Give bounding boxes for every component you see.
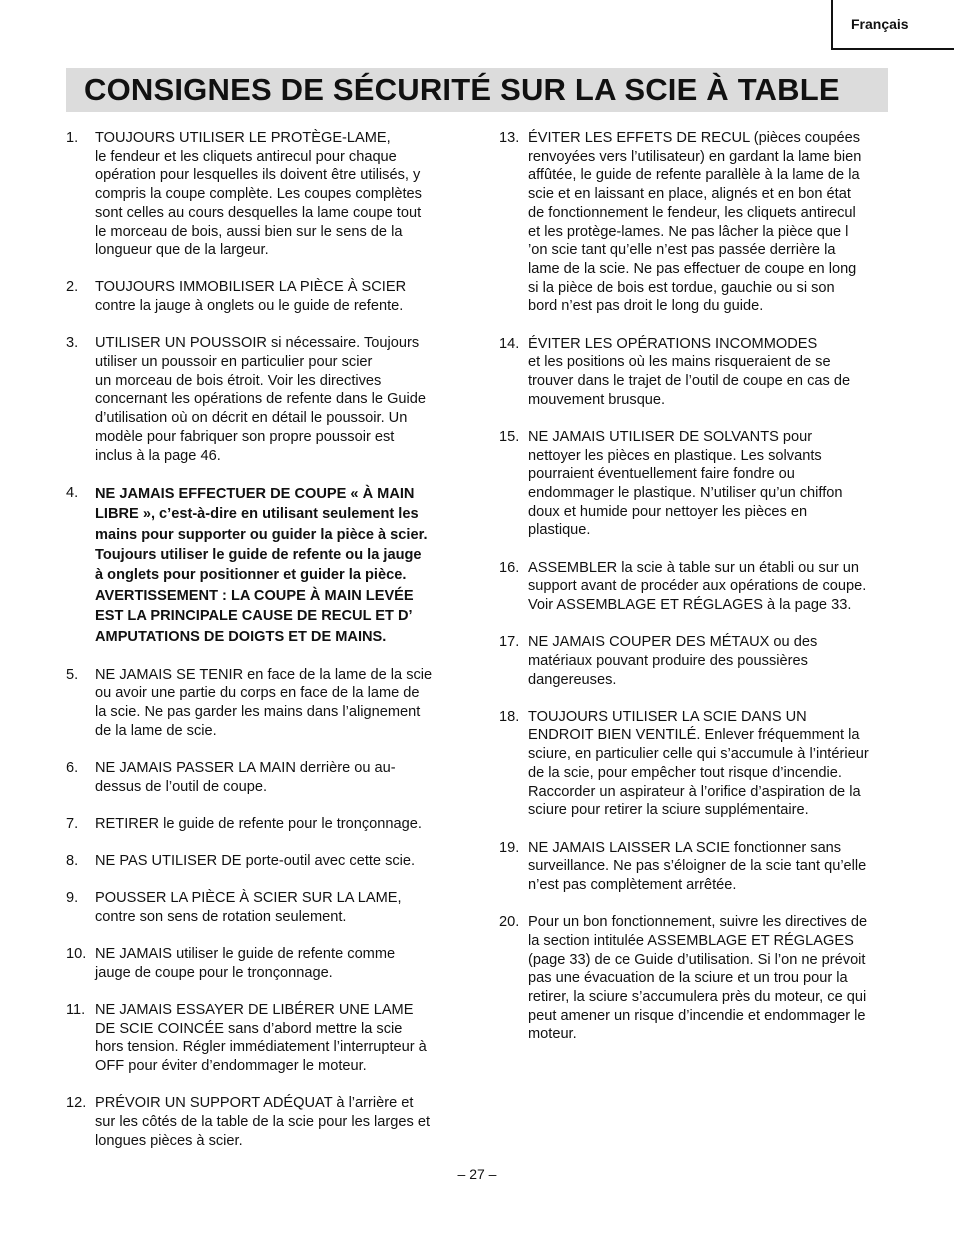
item-number: 10.: [66, 946, 87, 963]
item-text: NE JAMAIS LAISSER LA SCIE fonctionner sans surveillance. Ne pas s’éloigner de la scie tant qu’elle n’est pas complètement arrêtée.: [528, 839, 867, 893]
item-text: NE JAMAIS SE TENIR en face de la lame de la scie ou avoir une partie du corps en face de la lame de la scie. Ne pas garder les mains dans l’alignement de la lame de scie.: [95, 666, 433, 739]
title-bar: [66, 68, 888, 112]
list-item: [66, 334, 462, 465]
list-item: [499, 913, 894, 1044]
item-number: 20.: [499, 914, 520, 931]
item-text: ÉVITER LES OPÉRATIONS INCOMMODES et les positions où les mains risqueraient de se trouver dans le trajet de l’outil de coupe en cas de mouvement brusque.: [528, 335, 851, 408]
item-text: Pour un bon fonctionnement, suivre les directives de la section intitulée ASSEMBLAGE ET RÉGLAGES (page 33) de ce Guide d’utilisation. Si l’on ne prévoit pas une évacuation de la sciure et un trou pour la retirer, la sciure s’accumulera près du moteur, ce qui peut amener un risque d’incendie et endommager le moteur.: [528, 914, 868, 1043]
item-number: 18.: [499, 708, 520, 725]
item-number: 13.: [499, 130, 520, 146]
item-number: 7.: [66, 815, 79, 832]
list-item: [66, 852, 462, 871]
item-number: 1.: [66, 130, 79, 146]
item-number: 19.: [499, 839, 520, 856]
item-text: NE JAMAIS utiliser le guide de refente comme jauge de coupe pour le tronçonnage.: [95, 946, 396, 981]
item-number: 9.: [66, 890, 79, 907]
list-item: [499, 559, 894, 615]
item-text: NE JAMAIS EFFECTUER DE COUPE « À MAIN LIBRE », c’est-à-dire en utilisant seulement les mains pour supporter ou guider la pièce à scier. Toujours utiliser le guide de refente ou la jauge à onglets pour positionner et guider la pièce. AVERTISSEMENT : LA COUPE À MAIN LEVÉE EST LA PRINCIPALE CAUSE DE RECUL ET D’ AMPUTATIONS DE DOIGTS ET DE MAINS.: [95, 485, 428, 645]
item-number: 14.: [499, 335, 520, 352]
item-number: 17.: [499, 634, 520, 651]
item-number: 11.: [66, 1001, 86, 1018]
item-number: 12.: [66, 1095, 87, 1112]
list-item: [66, 129, 462, 260]
list-item: [66, 889, 462, 926]
left-column: [66, 129, 462, 1169]
list-item: [66, 945, 462, 982]
page-number: – 27 –: [457, 1166, 497, 1182]
item-text: ASSEMBLER la scie à table sur un établi ou sur un support avant de procéder aux opérations de coupe. Voir ASSEMBLAGE ET RÉGLAGES à la page 33.: [528, 559, 867, 613]
list-item: [66, 278, 462, 315]
list-item: [66, 1001, 462, 1076]
item-number: 5.: [66, 666, 79, 683]
item-text: POUSSER LA PIÈCE À SCIER SUR LA LAME, contre son sens de rotation seulement.: [95, 890, 402, 925]
item-text: TOUJOURS UTILISER LE PROTÈGE-LAME, le fendeur et les cliquets antirecul pour chaque opération pour lesquelles ils doivent être utilisés, y compris la coupe complète. Les coupes complètes sont celles au cours desquelles la lame coupe tout le morceau de bois, aussi bien sur le sens de la longueur que de la largeur.: [95, 130, 422, 259]
item-text: NE PAS UTILISER DE porte-outil avec cette scie.: [95, 852, 416, 869]
list-item: [499, 428, 894, 540]
list-item: [66, 1094, 462, 1150]
item-text: NE JAMAIS PASSER LA MAIN derrière ou au- dessus de l’outil de coupe.: [95, 759, 396, 795]
item-text: PRÉVOIR UN SUPPORT ADÉQUAT à l’arrière et sur les côtés de la table de la scie pour les larges et longues pièces à scier.: [95, 1095, 431, 1149]
item-text: NE JAMAIS COUPER DES MÉTAUX ou des matériaux pouvant produire des poussières dangereuses.: [528, 634, 818, 688]
list-item: [499, 129, 894, 316]
item-text: TOUJOURS IMMOBILISER LA PIÈCE À SCIER contre la jauge à onglets ou le guide de refente.: [95, 279, 407, 315]
item-text: NE JAMAIS ESSAYER DE LIBÉRER UNE LAME DE SCIE COINCÉE sans d’abord mettre la scie hors tension. Régler immédiatement l’interrupteur à OFF pour éviter d’endommager le moteur.: [95, 1001, 427, 1075]
item-text: TOUJOURS UTILISER LA SCIE DANS UN ENDROIT BIEN VENTILÉ. Enlever fréquemment la sciure, en particulier celle qui s’accumule à l’intérieur de la scie, pour empêcher tout risque d’incendie. Raccorder un aspirateur à l’orifice d’aspiration de la sciure pour retirer la sciure supplémentaire.: [528, 708, 869, 819]
item-number: 16.: [499, 559, 520, 576]
item-number: 2.: [66, 279, 79, 296]
item-number: 3.: [66, 335, 79, 352]
item-number: 15.: [499, 428, 520, 445]
page-title: CONSIGNES DE SÉCURITÉ SUR LA SCIE À TABLE: [84, 72, 840, 107]
list-item: [66, 815, 462, 834]
item-number: 8.: [66, 852, 79, 869]
list-item: [499, 335, 894, 410]
list-item: [66, 666, 462, 741]
list-item: [499, 633, 894, 689]
list-item: [499, 708, 894, 820]
item-text: UTILISER UN POUSSOIR si nécessaire. Toujours utiliser un poussoir en particulier pour scier un morceau de bois étroit. Voir les directives concernant les opérations de refente dans le Guide d’utilisation où on décrit en détail le poussoir. Un modèle pour fabriquer son propre poussoir est inclus à la page 46.: [95, 335, 427, 464]
list-item: [66, 484, 462, 647]
list-item: [499, 839, 894, 895]
item-number: 4.: [66, 484, 79, 501]
right-column: [499, 129, 894, 1063]
list-item: [66, 759, 462, 796]
item-text: NE JAMAIS UTILISER DE SOLVANTS pour nettoyer les pièces en plastique. Les solvants pourraient éventuellement faire fondre ou endommager le plastique. N’utiliser qu’un chiffon doux et humide pour nettoyer les pièces en plastique.: [528, 428, 843, 539]
language-label: Français: [851, 16, 909, 32]
item-number: 6.: [66, 759, 79, 776]
item-text: ÉVITER LES EFFETS DE RECUL (pièces coupées renvoyées vers l’utilisateur) en gardant la lame bien affûtée, le guide de refente parallèle à la lame de la scie et en laissant en place, alignés et en bon état de fonctionnement le fendeur, les cliquets antirecul et les protège-lames. Ne pas lâcher la pièce que l ’on scie tant qu’elle n’est pas passée derrière la lame de la scie. Ne pas effectuer de coupe en long si la pièce de bois est tordue, gauchie ou si son bord n’est pas droit le long du guide.: [528, 130, 862, 315]
language-tab: [831, 0, 954, 50]
item-text: RETIRER le guide de refente pour le tronçonnage.: [95, 815, 422, 832]
